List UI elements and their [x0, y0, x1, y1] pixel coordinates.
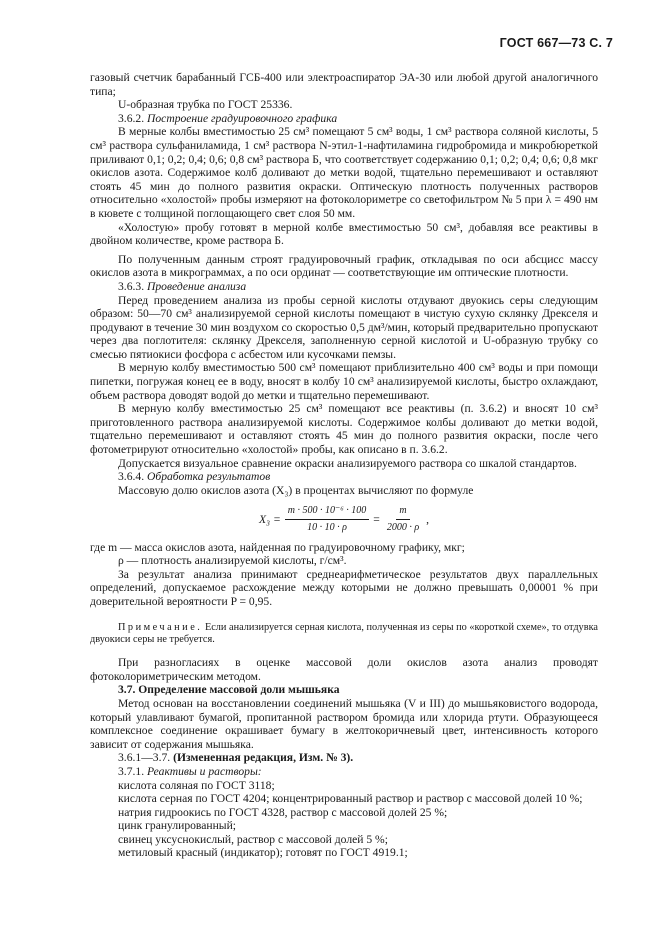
paragraph: Допускается визуальное сравнение окраски анализируемого раствора со шкалой стандартов. — [118, 456, 577, 470]
note — [90, 622, 598, 648]
section-heading-3-7 — [90, 683, 598, 697]
section-heading-3-6-4 — [90, 470, 598, 484]
section-number: 3.6.4. — [118, 470, 145, 484]
paragraph: За результат анализа принимают среднеарифметическое результатов двух параллельных определений, допускаемое расхождение между которыми не должно превышать 0,00001 % при доверительной вероятности P = 0,95. — [90, 567, 598, 608]
section-number: 3.7.1. — [118, 764, 145, 778]
paragraph: Перед проведением анализа из пробы серной кислоты отдувают двуокись серы следующим образом: 50—70 см³ анализируемой серной кислоты помещают в чистую сухую склянку Дрекселя и продувают в течение 30 мин воздухом со скоростью 0,5 дм³/мин, который предварительно пропускают через два поглотителя: склянку Дрекселя, заполненную серной кислотой и U-образную трубку со смесью пятиокиси фосфора с асбестом или кусочками пемзы. — [90, 293, 598, 361]
paragraph: Метод основан на восстановлении соединений мышьяка (V и III) до мышьяковистого водорода, который улавливают бумагой, пропитанной раствором бромида или хлорида ртути. Образующееся комплексное соединение окрашивает бумагу в желтокоричневый цвет, интенсивность которого зависит от содержания мышьяка. — [90, 696, 598, 751]
amendment-text: (Измененная редакция, Изм. № 3). — [173, 751, 354, 765]
paragraph: По полученным данным строят градуировочный график, откладывая по оси абсцисс массу окислов азота в микрограммах, а по оси ординат — соответствующие им оптические плотности. — [90, 252, 598, 280]
list-item: метиловый красный (индикатор); готовят по ГОСТ 4919.1; — [118, 846, 408, 860]
note-label: Примечание. — [118, 621, 203, 633]
section-title: 3.7. Определение массовой доли мышьяка — [118, 683, 340, 697]
formula-denominator: 10 · 10 · ρ — [307, 522, 347, 533]
formula — [90, 504, 598, 534]
paragraph: В мерную колбу вместимостью 500 см³ помещают приблизительно 400 см³ воды и при помощи пипетки, погружая конец ее в воду, вносят в колбу 10 см³ анализируемой кислоты, быстро охлаждают, объем раствора доводят водой до метки и тщательно перемешивают. — [90, 361, 598, 402]
section-number: 3.6.2. — [118, 111, 145, 125]
paragraph: Массовую долю окислов азота (X₃) в процентах вычисляют по формуле — [118, 483, 474, 497]
list-item: свинец уксуснокислый, раствор с массовой долей 5 %; — [118, 832, 388, 846]
section-heading-3-7-1 — [90, 765, 598, 779]
list-item: цинк гранулированный; — [118, 819, 237, 833]
amendment-note — [90, 751, 598, 765]
section-heading-3-6-2 — [90, 112, 598, 126]
formula-fraction-2 — [384, 504, 422, 534]
formula-equals: = — [373, 512, 380, 526]
section-title: Проведение анализа — [147, 279, 247, 293]
section-title: Реактивы и растворы: — [147, 764, 262, 778]
document-body — [90, 71, 598, 860]
list-item: натрия гидроокись по ГОСТ 4328, раствор с массовой долей 25 %; — [118, 805, 448, 819]
page-header: ГОСТ 667—73 С. 7 — [499, 36, 613, 50]
section-heading-3-6-3 — [90, 280, 598, 294]
section-number: 3.6.3. — [118, 279, 145, 293]
paragraph: U-образная трубка по ГОСТ 25336. — [118, 98, 293, 112]
paragraph: газовый счетчик барабанный ГСБ-400 или электроаспиратор ЭА-30 или любой другой аналогичного типа; — [90, 71, 598, 98]
formula-numerator: m — [396, 504, 409, 520]
formula-lhs: X₃ = — [258, 512, 281, 526]
section-title: Построение градуировочного графика — [147, 111, 338, 125]
paragraph: При разногласиях в оценке массовой доли окислов азота анализ проводят фотоколориметрическим методом. — [90, 656, 598, 683]
paragraph: В мерную колбу вместимостью 25 см³ помещают все реактивы (п. 3.6.2) и вносят 10 см³ приготовленного раствора анализируемой кислоты. Содержимое колбы доливают до метки водой, тщательно перемешивают и оставляют стоять 45 мин до полного развития окраски, после чего фотометрируют относительно «холостой» пробы, как описано в п. 3.6.2. — [90, 402, 598, 457]
formula-fraction-1 — [285, 504, 369, 534]
paragraph: где m — масса окислов азота, найденная по градуировочному графику, мкг; — [90, 540, 465, 554]
list-item: кислота соляная по ГОСТ 3118; — [118, 778, 275, 792]
note-text: Если анализируется серная кислота, полученная из серы по «короткой схеме», то отдувка двуокиси серы не требуется. — [90, 621, 598, 646]
section-title: Обработка результатов — [147, 470, 271, 484]
paragraph: В мерные колбы вместимостью 25 см³ помещают 5 см³ воды, 1 см³ раствора соляной кислоты, 5 см³ раствора сульфаниламида, 1 см³ раствора N-этил-1-нафтиламина гидробромида и микробюреткой приливают 0,1; 0,2; 0,4; 0,6; 0,8 см³ раствора Б, что соответствует содержанию 0,1; 0,2; 0,4; 0,6; 0,8 мкг окислов азота. Содержимое колб доливают до метки водой, тщательно перемешивают и оставляют стоять 45 мин до полного развития окраски. Оптическую плотность полученных растворов относительно «холостой» пробы измеряют на фотоколориметре со светофильтром № 5 при λ = 490 нм в кювете с толщиной поглощающего свет слоя 50 мм. — [90, 125, 598, 220]
formula-denominator: 2000 · ρ — [386, 522, 420, 533]
paragraph: ρ — плотность анализируемой кислоты, г/см³. — [118, 554, 347, 568]
formula-numerator: m · 500 · 10⁻⁶ · 100 — [285, 504, 369, 520]
paragraph: «Холостую» пробу готовят в мерной колбе вместимостью 50 см³, добавляя все реактивы в двойном количестве, кроме раствора Б. — [90, 220, 598, 248]
formula-tail: , — [426, 512, 430, 526]
list-item: кислота серная по ГОСТ 4204; концентрированный раствор и раствор с массовой долей 10 %; — [118, 792, 583, 806]
section-number: 3.6.1—3.7. — [118, 751, 171, 765]
